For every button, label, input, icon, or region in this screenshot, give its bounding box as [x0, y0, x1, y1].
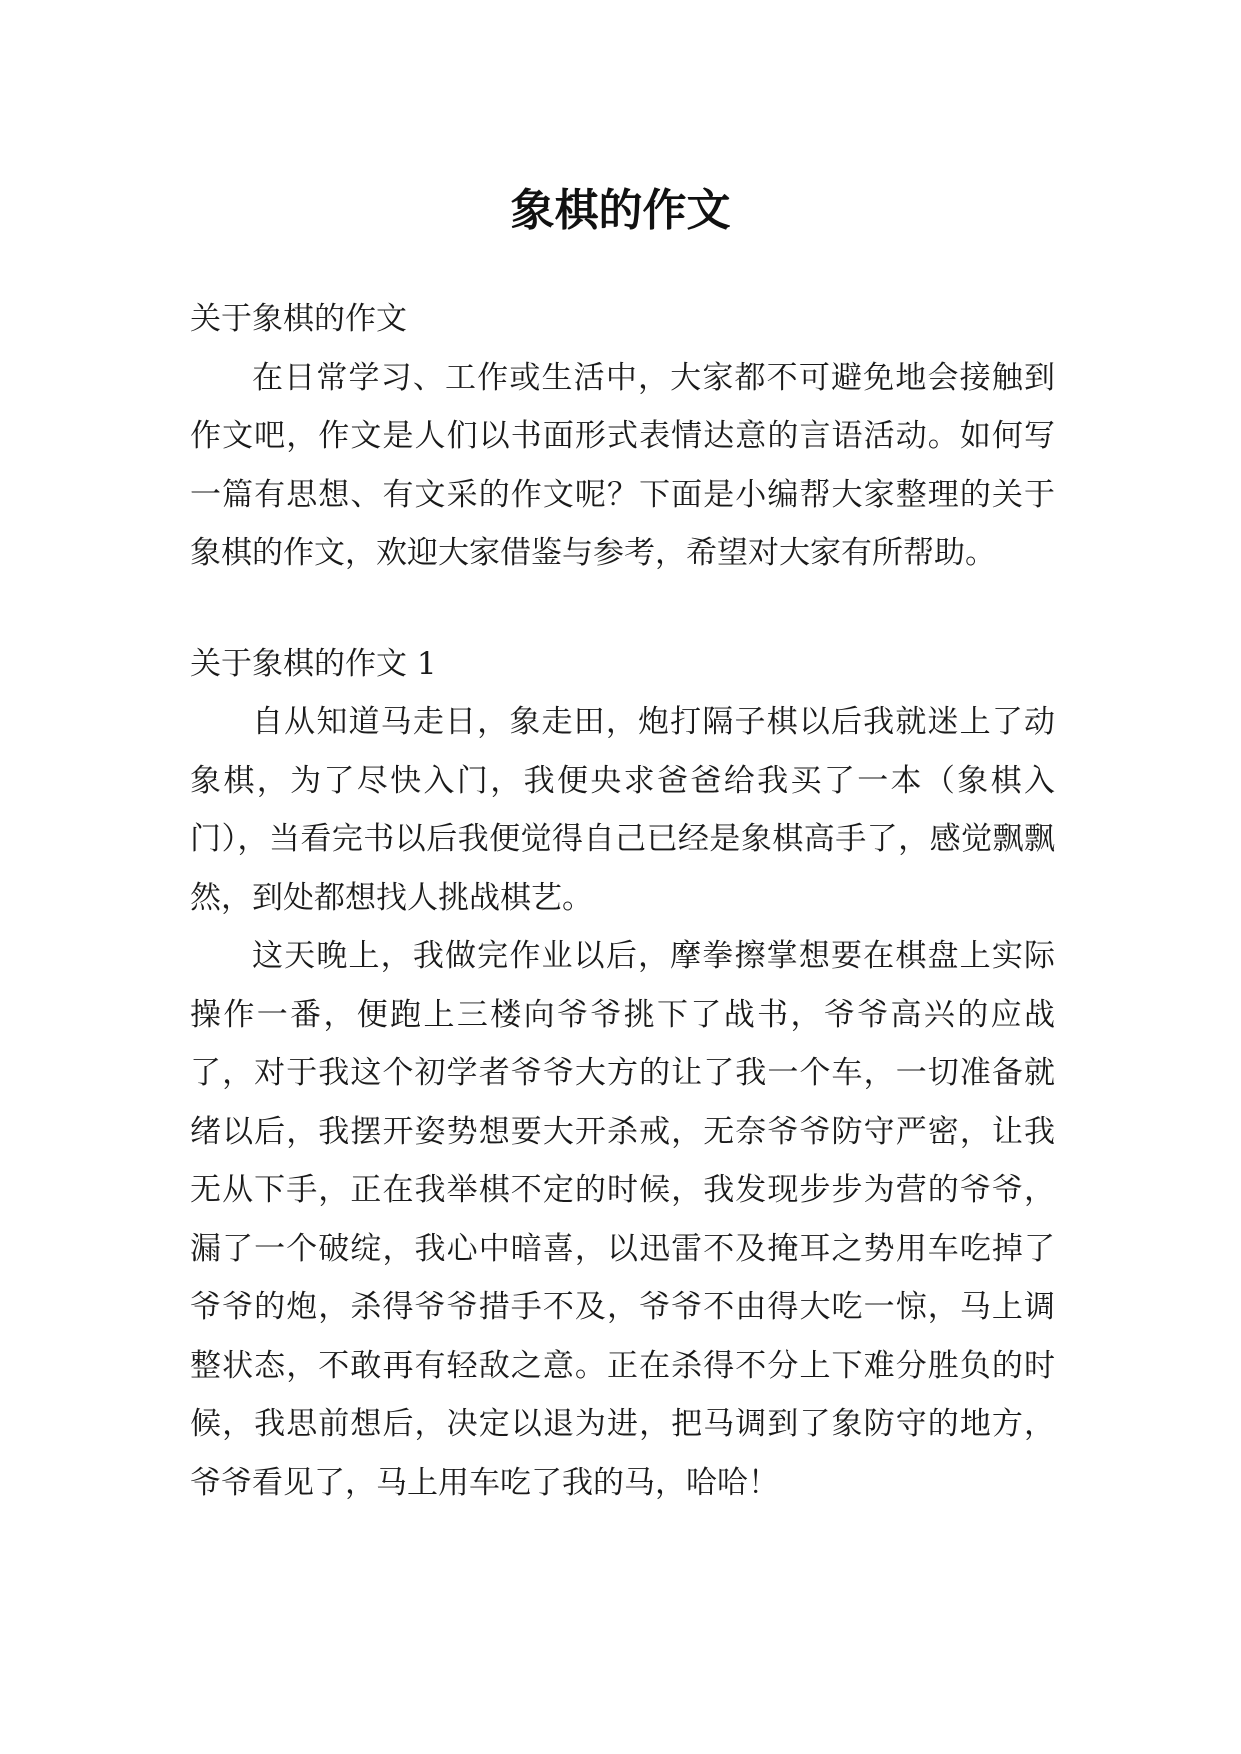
- document-title: 象棋的作文: [510, 185, 731, 237]
- section-spacer: [190, 583, 1055, 635]
- essay-1-heading: 关于象棋的作文 1: [190, 645, 437, 682]
- essay-1-paragraph-2: 这天晚上，我做完作业以后，摩拳擦掌想要在棋盘上实际操作一番，便跑上三楼向爷爷挑下了战书，爷爷高兴的应战了，对于我这个初学者爷爷大方的让了我一个车，一切准备就绪以后，我摆开姿势想要大开杀戒，无奈爷爷防守严密，让我无从下手，正在我举棋不定的时候，我发现步步为营的爷爷，漏了一个破绽，我心中暗喜，以迅雷不及掩耳之势用车吃掉了爷爷的炮，杀得爷爷措手不及，爷爷不由得大吃一惊，马上调整状态，不敢再有轻敌之意。正在杀得不分上下难分胜负的时候，我思前想后，决定以退为进，把马调到了象防守的地方，爷爷看见了，马上用车吃了我的马，哈哈！: [190, 938, 1055, 1501]
- document-body: [190, 290, 1055, 1512]
- intro-paragraph: 在日常学习、工作或生活中，大家都不可避免地会接触到作文吧，作文是人们以书面形式表情达意的言语活动。如何写一篇有思想、有文采的作文呢？下面是小编帮大家整理的关于象棋的作文，欢迎大家借鉴与参考，希望对大家有所帮助。: [190, 359, 1055, 571]
- intro-heading: 关于象棋的作文: [190, 301, 407, 337]
- essay-1-paragraph-1: 自从知道马走日，象走田，炮打隔子棋以后我就迷上了动象棋，为了尽快入门，我便央求爸爸给我买了一本（象棋入门），当看完书以后我便觉得自己已经是象棋高手了，感觉飘飘然，到处都想找人挑战棋艺。: [190, 704, 1055, 916]
